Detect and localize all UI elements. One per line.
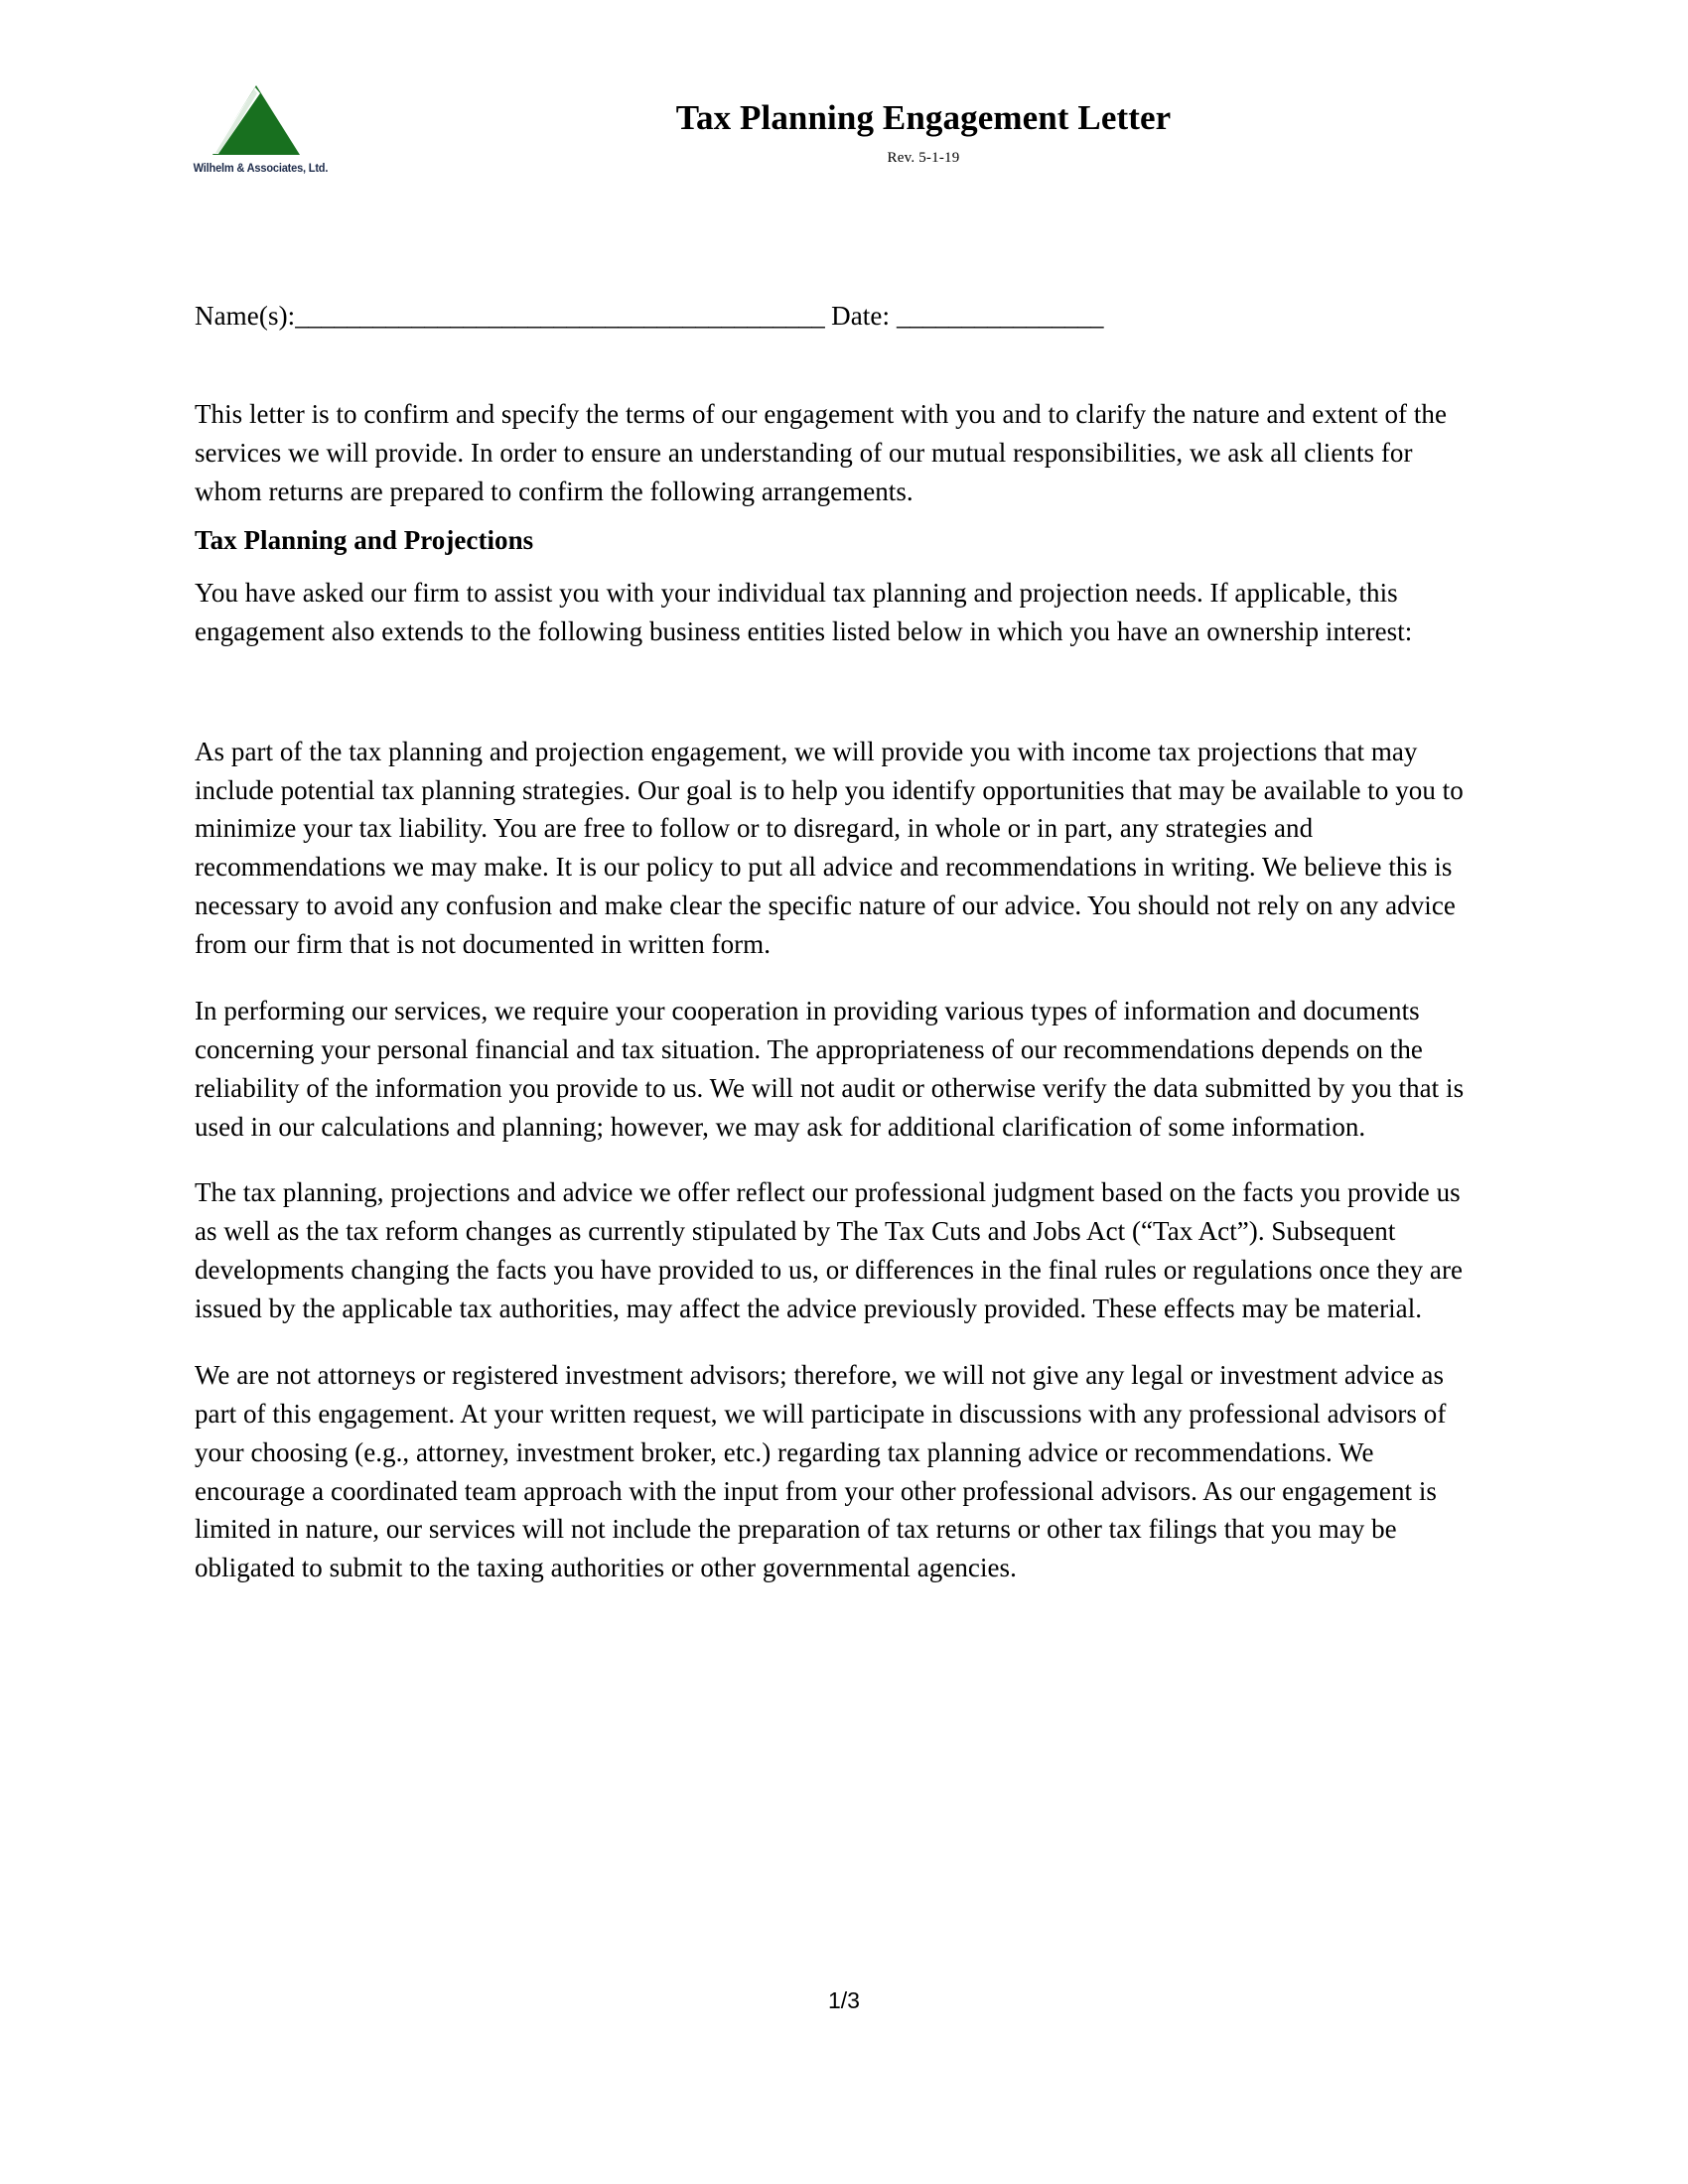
date-field-label: Date: <box>831 301 891 331</box>
intro-paragraph: This letter is to confirm and specify the terms of our engagement with you and to clarify the nature and extent of the services we will provide. In order to ensure an understanding of our mutual responsibilities, we ask all clients for whom returns are prepared to confirm the following arrangements. <box>195 399 1448 507</box>
name-field-label: Name(s): <box>195 301 296 331</box>
company-name-caption: Wilhelm & Associates, Ltd. <box>193 163 329 175</box>
document-footer <box>0 1987 1688 2014</box>
paragraph-projection-strategies: As part of the tax planning and projection engagement, we will provide you with income tax projections that may include potential tax planning strategies. Our goal is to help you identify opportunities that may be available to you to minimize your tax liability. You are free to follow or to disregard, in whole or in part, any strategies and recommendations we may make. It is our policy to put all advice and recommendations in writing. We believe this is necessary to avoid any confusion and make clear the specific nature of our advice. You should not rely on any advice from our firm that is not documented in written form. <box>195 736 1464 960</box>
date-field-blank[interactable]: ________________ <box>896 301 1103 331</box>
name-field-blank[interactable]: _________________________________________ <box>295 301 825 331</box>
revision-label: Rev. 5-1-19 <box>887 149 960 166</box>
document-body <box>195 298 1474 1615</box>
paragraph-not-attorneys-disclaimer: We are not attorneys or registered investment advisors; therefore, we will not give any legal or investment advice as part of this engagement. At your written request, we will participate in discussions with any professional advisors of your choosing (e.g., attorney, investment broker, etc.) regarding tax planning advice or recommendations. We encourage a coordinated team approach with the input from your other professional advisors. As our engagement is limited in nature, our services will not include the preparation of tax returns or other tax filings that you may be obligated to submit to the taxing authorities or other governmental agencies. <box>195 1359 1447 1583</box>
paragraph-tax-act-judgment: The tax planning, projections and advice we offer reflect our professional judgment based on the facts you provide us as well as the tax reform changes as currently stipulated by The Tax Cuts and Jobs Act (“Tax Act”). Subsequent developments changing the facts you have provided to us, or differences in the final rules or regulations once they are issued by the applicable tax authorities, may affect the advice previously provided. These effects may be material. <box>195 1177 1464 1324</box>
page-title: Tax Planning Engagement Letter <box>675 98 1172 137</box>
entity-list-blank-area <box>195 679 1474 733</box>
name-date-field-line <box>195 298 1474 334</box>
paragraph-client-cooperation: In performing our services, we require your cooperation in providing various types of information and documents concerning your personal financial and tax situation. The appropriateness of our recommendations depends on the reliability of the information you provide to us. We will not audit or otherwise verify the data submitted by you that is used in our calculations and planning; however, we may ask for additional clarification of some information. <box>195 995 1465 1142</box>
paragraph-engagement-scope: You have asked our firm to assist you with your individual tax planning and projection needs. If applicable, this engagement also extends to the following business entities listed below in which you have an ownership interest: <box>195 577 1413 646</box>
section-heading-tax-planning-and-projections: Tax Planning and Projections <box>195 525 534 556</box>
company-logo <box>191 81 329 175</box>
title-block <box>328 99 1519 167</box>
document-header <box>0 0 1688 199</box>
green-triangle-logo-icon <box>209 81 304 159</box>
page-number: 1/3 <box>828 1987 860 2013</box>
